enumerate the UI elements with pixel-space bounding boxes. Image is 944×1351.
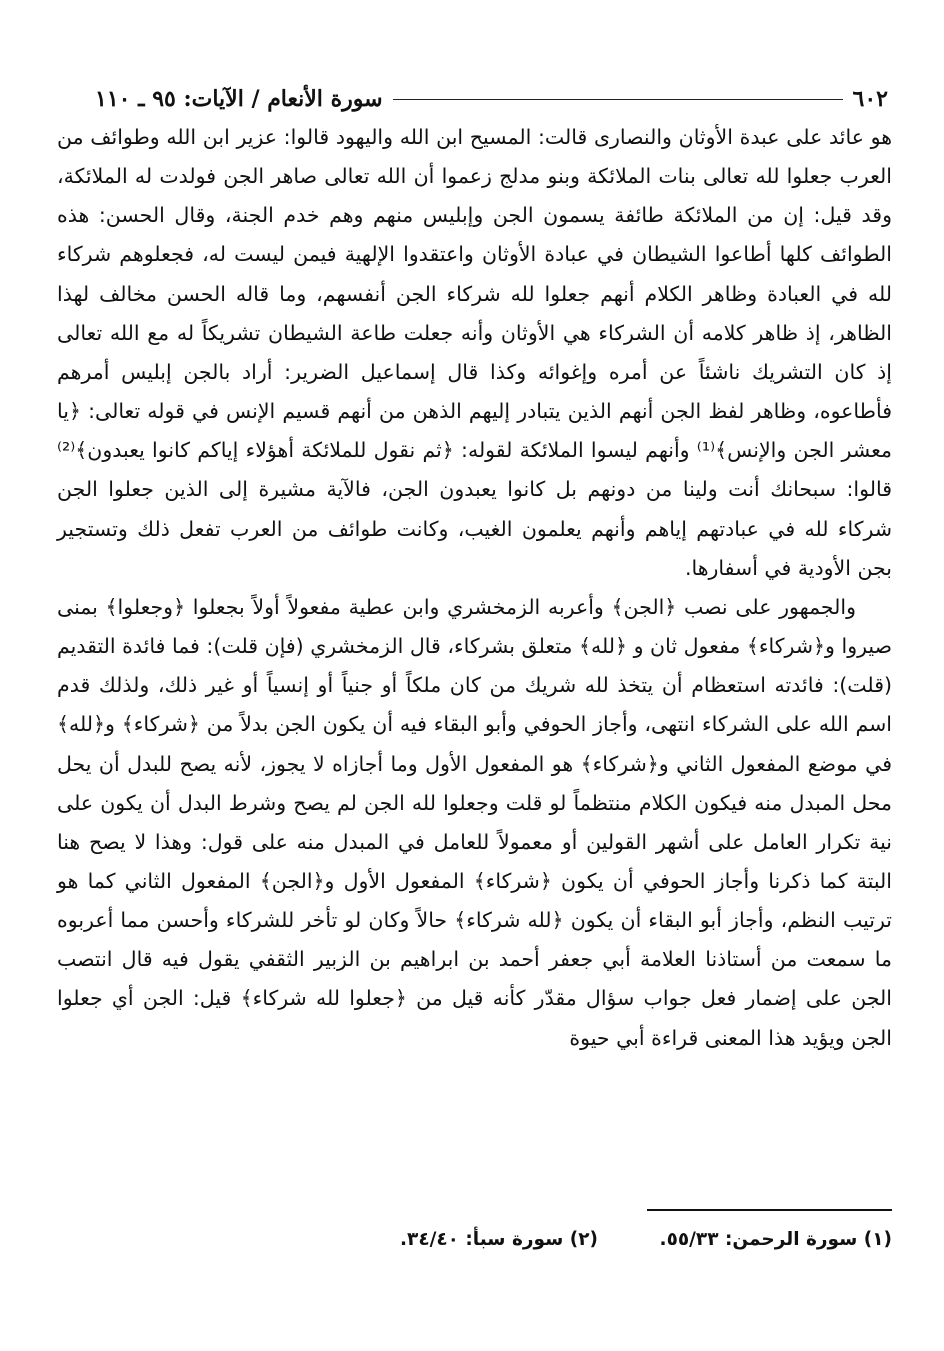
main-text bbox=[57, 118, 892, 1058]
footnotes bbox=[400, 1229, 892, 1250]
page-header bbox=[95, 82, 888, 116]
chapter-info: سورة الأنعام / الآيات: ٩٥ ـ ١١٠ bbox=[95, 86, 383, 112]
footnote-1: (١) سورة الرحمن: ٥٥/٣٣. bbox=[659, 1229, 892, 1250]
footnote-2: (٢) سورة سبأ: ٣٤/٤٠. bbox=[400, 1229, 598, 1250]
footnote-divider bbox=[647, 1209, 892, 1211]
page-number: ٦٠٢ bbox=[852, 86, 888, 112]
paragraph-1: هو عائد على عبدة الأوثان والنصارى قالت: المسيح ابن الله واليهود قالوا: عزير ابن الله وطوائف من العرب جعلوا لله تعالى بنات الملائكة وبنو مدلج زعموا أن الله تعالى صاهر الجن فولدت له الملائكة، وقد قيل: إن من الملائكة طائفة يسمون الجن وإبليس منهم وهم خدم الجنة، وقال الحسن: هذه الطوائف كلها أطاعوا الشيطان في عبادة الأوثان واعتقدوا الإلهية فيمن ليست له، فجعلوهم شركاء لله في العبادة وظاهر الكلام أنهم جعلوا لله شركاء الجن أنفسهم، وما قاله الحسن مخالف لهذا الظاهر، إذ ظاهر كلامه أن الشركاء هي الأوثان وأنه جعلت طاعة الشيطان تشريكاً له مع الله تعالى إذ كان التشريك ناشئاً عن أمره وإغوائه وكذا قال إسماعيل الضرير: أراد بالجن إبليس أمرهم فأطاعوه، وظاهر لفظ الجن أنهم الذين يتبادر إليهم الذهن من أنهم قسيم الإنس في قوله تعالى: ﴿يا معشر الجن والإنس﴾⁽¹⁾ وأنهم ليسوا الملائكة لقوله: ﴿ثم نقول للملائكة أهؤلاء إياكم كانوا يعبدون﴾⁽²⁾ قالوا: سبحانك أنت ولينا من دونهم بل كانوا يعبدون الجن، فالآية مشيرة إلى الذين جعلوا الجن شركاء لله في عبادتهم إياهم وأنهم يعلمون الغيب، وكانت طوائف من العرب تفعل ذلك وتستجير بجن الأودية في أسفارها. bbox=[57, 125, 892, 580]
paragraph-2: والجمهور على نصب ﴿الجن﴾ وأعربه الزمخشري وابن عطية مفعولاً أولاً بجعلوا ﴿وجعلوا﴾ بمنى صيروا و﴿شركاء﴾ مفعول ثان و ﴿لله﴾ متعلق بشركاء، قال الزمخشري (فإن قلت): فما فائدة التقديم (قلت): فائدته استعظام أن يتخذ لله شريك من كان ملكاً أو جنياً أو إنسياً أو غير ذلك، ولذلك قدم اسم الله على الشركاء انتهى، وأجاز الحوفي وأبو البقاء فيه أن يكون الجن بدلاً من ﴿شركاء﴾ و﴿لله﴾ في موضع المفعول الثاني و﴿شركاء﴾ هو المفعول الأول وما أجازاه لا يجوز، لأنه يصح للبدل أن يحل محل المبدل منه فيكون الكلام منتظماً لو قلت وجعلوا لله الجن لم يصح وشرط البدل أن يكون على نية تكرار العامل على أشهر القولين أو معمولاً للعامل في المبدل منه على قول: وهذا لا يصح هنا البتة كما ذكرنا وأجاز الحوفي أن يكون ﴿شركاء﴾ المفعول الأول و﴿الجن﴾ المفعول الثاني كما هو ترتيب النظم، وأجاز أبو البقاء أن يكون ﴿لله شركاء﴾ حالاً وكان لو تأخر للشركاء وأحسن مما أعربوه ما سمعت من أستاذنا العلامة أبي جعفر أحمد بن ابراهيم بن الزبير الثقفي يقول فيه قال انتصب الجن على إضمار فعل جواب سؤال مقدّر كأنه قيل من ﴿جعلوا لله شركاء﴾ قيل: الجن أي جعلوا الجن ويؤيد هذا المعنى قراءة أبي حيوة bbox=[57, 594, 892, 1050]
header-rule bbox=[393, 99, 843, 100]
